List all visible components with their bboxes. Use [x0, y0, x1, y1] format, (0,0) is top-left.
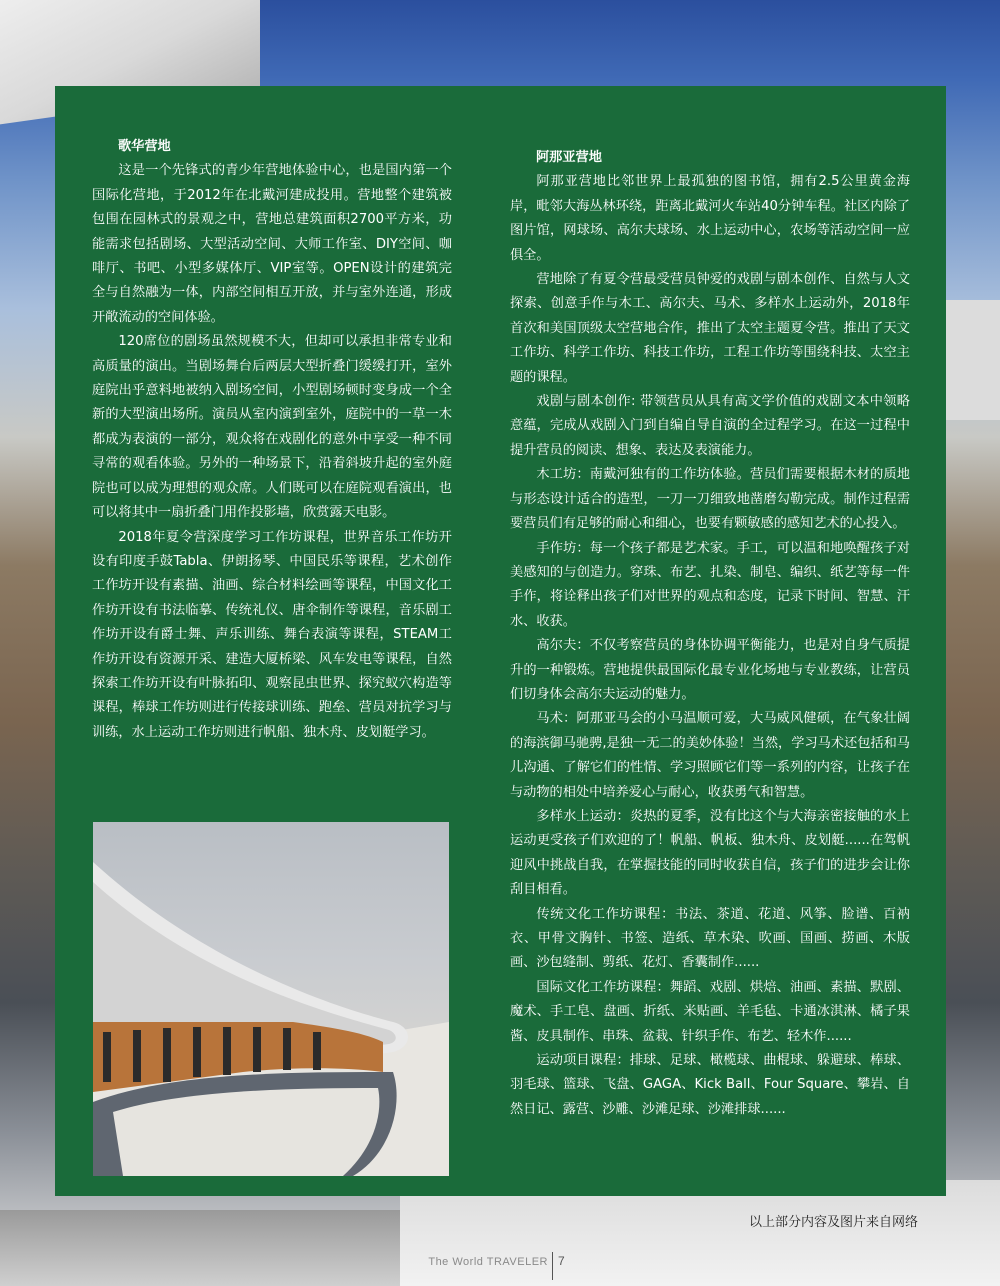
left-column [92, 135, 452, 745]
paragraph: 马术：阿那亚马会的小马温顺可爱，大马威风健硕，在气象壮阔的海滨御马驰骋,是独一无二的美妙体验！当然，学习马术还包括和马儿沟通、了解它们的性情、学习照顾它们等一系列的内容，让孩子在与动物的相处中培养爱心与耐心，收获勇气和智慧。 [510, 711, 910, 800]
paragraph: 多样水上运动：炎热的夏季，没有比这个与大海亲密接触的水上运动更受孩子们欢迎的了！帆船、帆板、独木舟、皮划艇......在驾帆迎风中挑战自我，在掌握技能的同时收获自信，孩子们的进步会让你刮目相看。 [510, 808, 910, 898]
paragraph: 木工坊：南戴河独有的工作坊体验。营员们需要根据木材的质地与形态设计适合的造型，一刀一刀细致地凿磨勾勒完成。制作过程需要营员们有足够的耐心和细心，也要有颗敏感的感知艺术的心投入。 [510, 467, 910, 532]
paragraph: 手作坊：每一个孩子都是艺术家。手工，可以温和地唤醒孩子对美感知的与创造力。穿珠、布艺、扎染、制皂、编织、纸艺等每一件手作，将诠释出孩子们对世界的观点和态度，记录下时间、智慧、汗水、收获。 [510, 540, 910, 629]
section-heading-aranya: 阿那亚营地 [536, 150, 602, 165]
paragraph: 这是一个先锋式的青少年营地体验中心，也是国内第一个国际化营地，于2012年在北戴河建成投用。营地整个建筑被包围在园林式的景观之中，营地总建筑面积2700平方米，功能需求包括剧场、大型活动空间、大师工作室、DIY空间、咖啡厅、书吧、小型多媒体厅、VIP室等。OPEN设计的建筑完全与自然融为一体，内部空间相互开放，并与室外连通，形成开敞流动的空间体验。 [92, 163, 452, 325]
paragraph: 传统文化工作坊课程：书法、茶道、花道、风筝、脸谱、百衲衣、甲骨文胸针、书签、造纸、草木染、吹画、国画、捞画、木版画、沙包缝制、剪纸、花灯、香囊制作...... [510, 906, 910, 971]
building-photo [93, 822, 449, 1176]
page-number: 7 [558, 1254, 565, 1268]
image-credit: 以上部分内容及图片来自网络 [748, 1215, 918, 1230]
magazine-title: The World TRAVELER [428, 1256, 548, 1268]
paragraph: 2018年夏令营深度学习工作坊课程，世界音乐工作坊开设有印度手鼓Tabla、伊朗扬琴、中国民乐等课程，艺术创作工作坊开设有素描、油画、综合材料绘画等课程，中国文化工作坊开设有书法临摹、传统礼仪、唐伞制作等课程，音乐剧工作坊开设有爵士舞、声乐训练、舞台表演等课程，STEAM工作坊开设有资源开采、建造大厦桥梁、风车发电等课程，自然探索工作坊开设有叶脉拓印、观察昆虫世界、探究蚁穴构造等课程，棒球工作坊则进行传接球训练、跑垒、营员对抗学习与训练，水上运动工作坊则进行帆船、独木舟、皮划艇学习。 [92, 529, 452, 740]
paragraph: 120席位的剧场虽然规模不大，但却可以承担非常专业和高质量的演出。当剧场舞台后两层大型折叠门缓缓打开，室外庭院出乎意料地被纳入剧场空间，小型剧场顿时变身成一个全新的大型演出场所。演员从室内演到室外，庭院中的一草一木都成为表演的一部分，观众将在戏剧化的意外中享受一种不同寻常的观看体验。另外的一种场景下，沿着斜坡升起的室外庭院也可以成为理想的观众席。人们既可以在庭院观看演出，也可以将其中一扇折叠门用作投影墙，欣赏露天电影。 [92, 334, 452, 521]
paragraph: 高尔夫：不仅考察营员的身体协调平衡能力，也是对自身气质提升的一种锻炼。营地提供最国际化最专业化场地与专业教练，让营员们切身体会高尔夫运动的魅力。 [510, 638, 910, 702]
section-heading-gehua: 歌华营地 [118, 139, 171, 154]
footer-divider [552, 1252, 553, 1280]
page-footer [0, 1250, 1000, 1280]
paragraph: 营地除了有夏令营最受营员钟爱的戏剧与剧本创作、自然与人文探索、创意手作与木工、高尔夫、马术、多样水上运动外，2018年首次和美国顶级太空营地合作，推出了太空主题夏令营。推出了天文工作坊、科学工作坊、科技工作坊，工程工作坊等围绕科技、太空主题的课程。 [510, 272, 910, 385]
paragraph: 戏剧与剧本创作: 带领营员从具有高文学价值的戏剧文本中领略意蕴，完成从戏剧入门到自编自导自演的全过程学习。在这一过程中提升营员的阅读、想象、表达及表演能力。 [510, 394, 910, 458]
paragraph: 运动项目课程：排球、足球、橄榄球、曲棍球、躲避球、棒球、羽毛球、篮球、飞盘、GAGA、Kick Ball、Four Square、攀岩、自然日记、露营、沙雕、沙滩足球、沙滩排球...... [510, 1053, 910, 1117]
paragraph: 阿那亚营地比邻世界上最孤独的图书馆，拥有2.5公里黄金海岸，毗邻大海丛林环绕，距离北戴河火车站40分钟车程。社区内除了图片馆，网球场、高尔夫球场、水上运动中心，农场等活动空间一应俱全。 [510, 174, 910, 263]
right-column [510, 146, 910, 1122]
building-photo-illustration [93, 822, 449, 1176]
paragraph: 国际文化工作坊课程：舞蹈、戏剧、烘焙、油画、素描、默剧、魔术、手工皂、盘画、折纸、米贴画、羊毛毡、卡通冰淇淋、橘子果酱、皮具制作、串珠、盆栽、针织手作、布艺、轻木作...... [510, 979, 910, 1044]
